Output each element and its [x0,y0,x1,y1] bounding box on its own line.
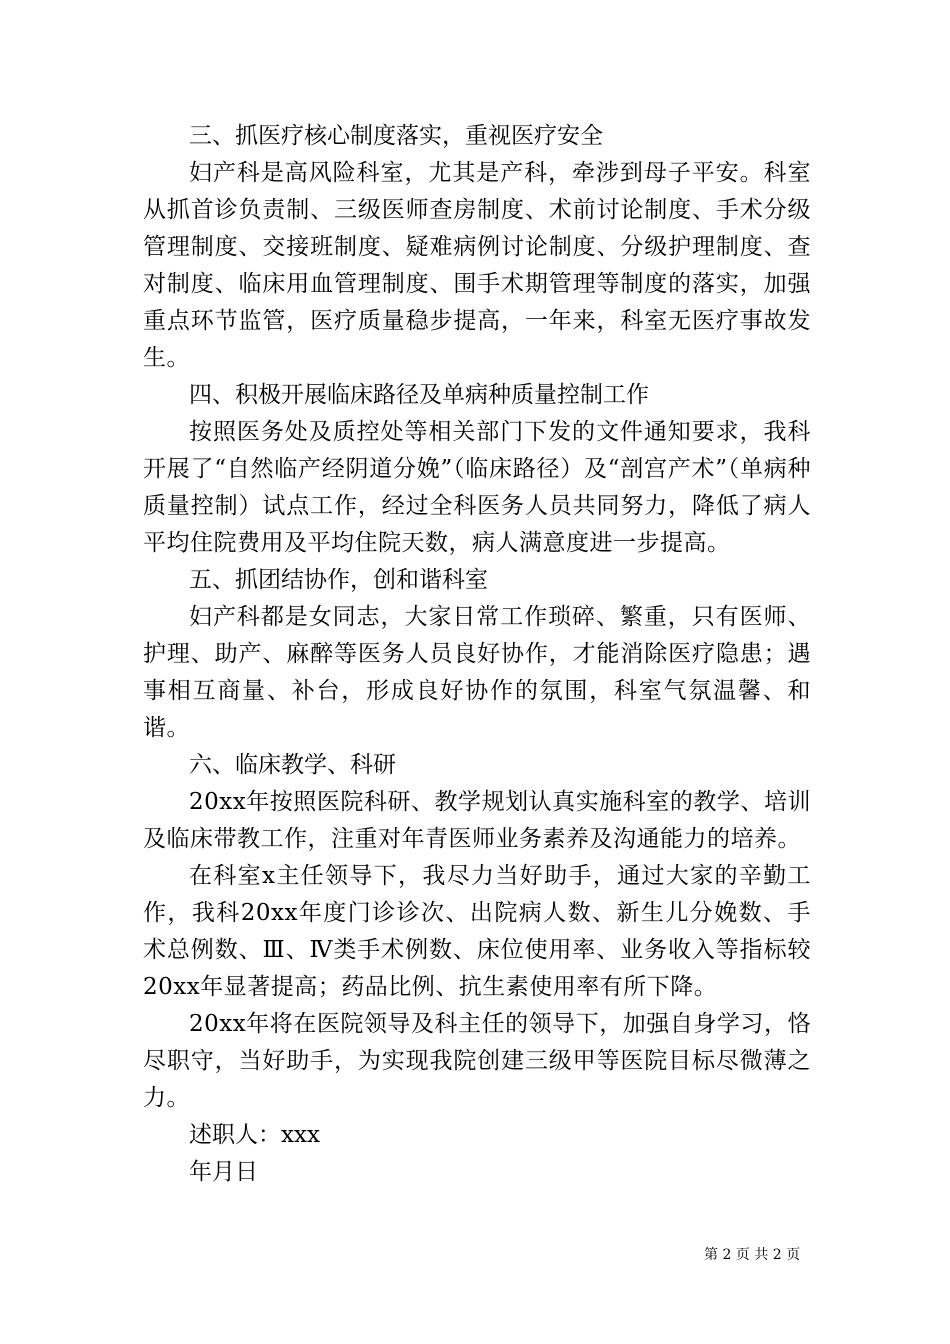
section-heading-6: 六、临床教学、科研 [189,752,396,778]
section-5-paragraph: 妇产科都是女同志，大家日常工作琐碎、繁重，只有医师、护理、助产、麻醉等医务人员良好协作，才能消除医疗隐患；遇事相互商量、补台，形成良好协作的氛围，科室气氛温馨、和谐。 [143,604,811,741]
section-4-paragraph: 按照医务处及质控处等相关部门下发的文件通知要求，我科开展了“自然临产经阴道分娩”（临床路径）及“剖宫产术”（单病种质量控制）试点工作，经过全科医务人员共同努力，降低了病人平均住院费用及平均住院天数，病人满意度进一步提高。 [143,419,811,556]
page-number-footer: 第 2 页 共 2 页 [704,1247,801,1263]
section-heading-4: 四、积极开展临床路径及单病种质量控制工作 [189,382,649,408]
signature-line: 述职人：xxx [189,1122,320,1148]
section-6-paragraph-1: 20xx年按照医院科研、教学规划认真实施科室的教学、培训及临床带教工作，注重对年青医师业务素养及沟通能力的培养。 [143,789,811,852]
section-6-paragraph-3: 20xx年将在医院领导及科主任的领导下，加强自身学习，恪尽职守，当好助手，为实现我院创建三级甲等医院目标尽微薄之力。 [143,1011,811,1111]
document-body [143,118,811,1191]
section-heading-5: 五、抓团结协作，创和谐科室 [189,567,488,593]
date-line: 年月日 [189,1159,258,1185]
section-heading-3: 三、抓医疗核心制度落实，重视医疗安全 [189,123,603,149]
section-3-paragraph: 妇产科是高风险科室，尤其是产科，牵涉到母子平安。科室从抓首诊负责制、三级医师查房制度、术前讨论制度、手术分级管理制度、交接班制度、疑难病例讨论制度、分级护理制度、查对制度、临床用血管理制度、围手术期管理等制度的落实，加强重点环节监管，医疗质量稳步提高，一年来，科室无医疗事故发生。 [143,160,811,371]
section-6-paragraph-2: 在科室x主任领导下，我尽力当好助手，通过大家的辛勤工作，我科20xx年度门诊诊次、出院病人数、新生儿分娩数、手术总例数、Ⅲ、Ⅳ类手术例数、床位使用率、业务收入等指标较20xx年显著提高；药品比例、抗生素使用率有所下降。 [143,863,811,1000]
